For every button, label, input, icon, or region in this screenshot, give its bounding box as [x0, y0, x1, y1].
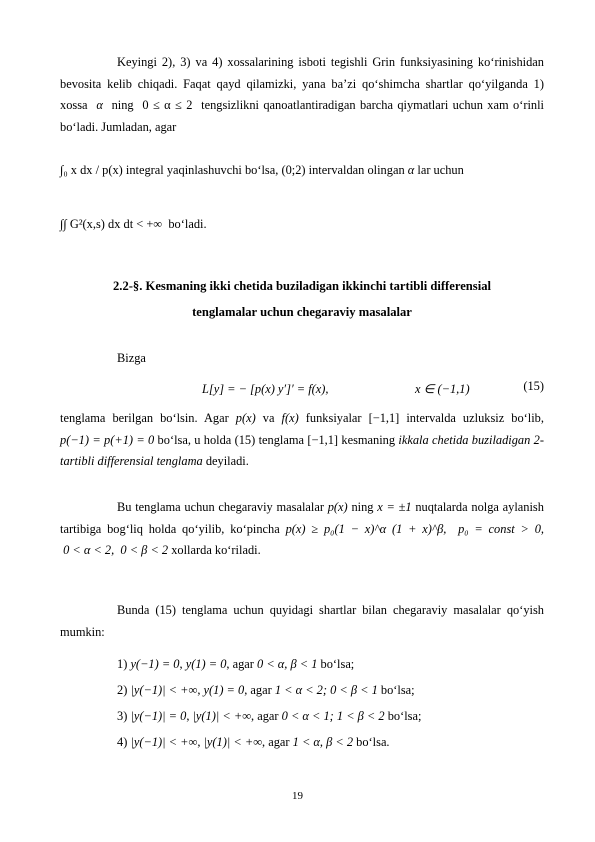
para2-text-d: bo‘lsa, u holda (15) tenglama	[157, 432, 304, 447]
case-tail: bo‘lsa;	[320, 657, 355, 671]
case-cond-right: |y(1)| < +∞	[203, 735, 263, 749]
eq15-domain: x ∈ (−1,1)	[415, 382, 470, 396]
para1-text-f: lar uchun	[417, 163, 464, 177]
alpha-inequality: 0 ≤ α ≤ 2	[142, 98, 193, 112]
alpha-symbol: α	[407, 163, 415, 177]
case-param-cond: 1 < α < 2; 0 < β < 1	[274, 683, 378, 697]
case-tail: bo‘lsa;	[387, 709, 422, 723]
case-param-cond: 0 < α < 1; 1 < β < 2	[281, 709, 385, 723]
para1-text-g: bo‘ladi.	[168, 217, 207, 231]
case-number: 2)	[117, 683, 128, 697]
alpha-range: 0 < α < 2,	[63, 543, 115, 557]
case-2: 2) |y(−1)| < +∞, y(1) = 0, agar 1 < α < 2; 0 < β < 1 bo‘lsa;	[117, 683, 415, 697]
para2-text-a: tenglama berilgan bo‘lsin. Agar	[60, 411, 229, 425]
case-param-cond: 0 < α, β < 1	[257, 657, 318, 671]
para4-text: Bunda (15) tenglama uchun quyidagi shartlar bilan chegaraviy masalalar qo‘yish mumkin:	[60, 603, 544, 639]
case-cond-left: |y(−1)| = 0	[130, 709, 187, 723]
p0-constant: p₀ = const > 0,	[458, 521, 545, 536]
double-integral-green: ∫∫ G²(x,s) dx dt < +∞	[60, 217, 163, 231]
p-lower-bound: p(x) ≥ p₀(1 − x)^α (1 + x)^β,	[285, 521, 447, 536]
interval-minus1-1: [−1,1]	[368, 411, 400, 425]
para2-text-f: deyiladi.	[205, 454, 249, 468]
para2-text-c: intervalda uzluksiz bo‘lib,	[406, 411, 544, 425]
bizga-line	[60, 348, 544, 370]
case-tail: bo‘lsa;	[380, 683, 415, 697]
case-4: 4) |y(−1)| < +∞, |y(1)| < +∞, agar 1 < α, β < 2 bo‘lsa.	[117, 735, 390, 749]
case-3: 3) |y(−1)| = 0, |y(1)| < +∞, agar 0 < α < 1; 1 < β < 2 bo‘lsa;	[117, 709, 422, 723]
para1-text-d: integral yaqinlashuvchi bo‘lsa,	[125, 163, 279, 177]
case-cond-left: |y(−1)| < +∞	[130, 735, 198, 749]
beta-range: 0 < β < 2	[120, 543, 169, 557]
para3-text-d: xollarda ko‘riladi.	[171, 543, 261, 557]
paragraph-4	[60, 600, 544, 643]
interval-0-2: (0;2)	[281, 163, 306, 177]
paragraph-1	[60, 52, 544, 138]
alpha-symbol: α	[96, 98, 103, 112]
case-agar: agar	[250, 683, 272, 697]
page-number: 19	[292, 790, 303, 802]
paragraph-2	[60, 408, 544, 473]
para1-text-e: intervaldan olingan	[308, 163, 405, 177]
f-of-x: f(x)	[281, 411, 299, 425]
para3-text-a: Bu tenglama uchun chegaraviy masalalar	[117, 500, 324, 514]
para2-text-e: kesmaning	[341, 432, 396, 447]
para1-text: Keyingi 2), 3) va 4) xossalarining isboti tegishli Grin funksiyasining ko‘rinishidan bevosita kelib chiqadi. Faqat qayd qilamizki, yana ba’zi qo‘shimcha shartlar qo‘yilganda 1) xossa	[60, 55, 544, 112]
para3-text-c: nuqtalarda nolga aylanish tartibiga bog‘liq holda qo‘yilib, ko‘pincha	[60, 500, 544, 536]
heading-line-1: 2.2-§. Kesmaning ikki chetida buziladigan ikkinchi tartibli differensial	[113, 279, 491, 293]
integral-x-over-p: ∫₀ x dx / p(x)	[60, 163, 123, 177]
case-agar: agar	[257, 709, 279, 723]
equation-number-15: (15)	[523, 379, 544, 393]
case-1: 1) y(−1) = 0, y(1) = 0, agar 0 < α, β < 1 bo‘lsa;	[117, 657, 355, 671]
p-boundary-condition: p(−1) = p(+1) = 0	[60, 432, 155, 447]
case-agar: agar	[268, 735, 290, 749]
paragraph-1-cont	[60, 160, 544, 182]
case-cond-right: y(1) = 0	[203, 683, 245, 697]
case-param-cond: 1 < α, β < 2	[292, 735, 354, 749]
heading-line-2: tenglamalar uchun chegaraviy masalalar	[192, 305, 412, 319]
case-number: 1)	[117, 657, 128, 671]
x-plus-minus-1: x = ±1	[377, 500, 412, 514]
paragraph-3	[60, 497, 544, 562]
para1-ning: ning	[111, 98, 134, 112]
section-heading	[60, 276, 544, 322]
interval-minus1-1-b: [−1,1]	[307, 432, 339, 447]
case-tail: bo‘lsa.	[356, 735, 390, 749]
para2-va: va	[262, 411, 275, 425]
para1-text-c: tengsizlikni qanoatlantiradigan barcha qiymatlari uchun xam o‘rinli bo‘ladi. Jumladan, agar	[60, 98, 544, 134]
eq15-lhs: L[y] = − [p(x) y′]′ = f(x),	[202, 382, 329, 396]
case-number: 4)	[117, 735, 128, 749]
case-cond-right: |y(1)| < +∞	[192, 709, 252, 723]
case-agar: agar	[232, 657, 254, 671]
para3-ning: ning	[351, 500, 374, 514]
para2-text-b: funksiyalar	[305, 411, 362, 425]
paragraph-1-end	[60, 214, 544, 236]
definition-italic: ikkala chetida buziladigan 2-tartibli differensial tenglama	[60, 432, 544, 468]
case-number: 3)	[117, 709, 128, 723]
case-cond-left: y(−1) = 0	[130, 657, 180, 671]
case-cond-left: |y(−1)| < +∞	[130, 683, 198, 697]
p-of-x: p(x)	[235, 411, 256, 425]
case-cond-right: y(1) = 0	[185, 657, 227, 671]
p-of-x-2: p(x)	[327, 500, 348, 514]
bizga-text: Bizga	[117, 351, 146, 365]
